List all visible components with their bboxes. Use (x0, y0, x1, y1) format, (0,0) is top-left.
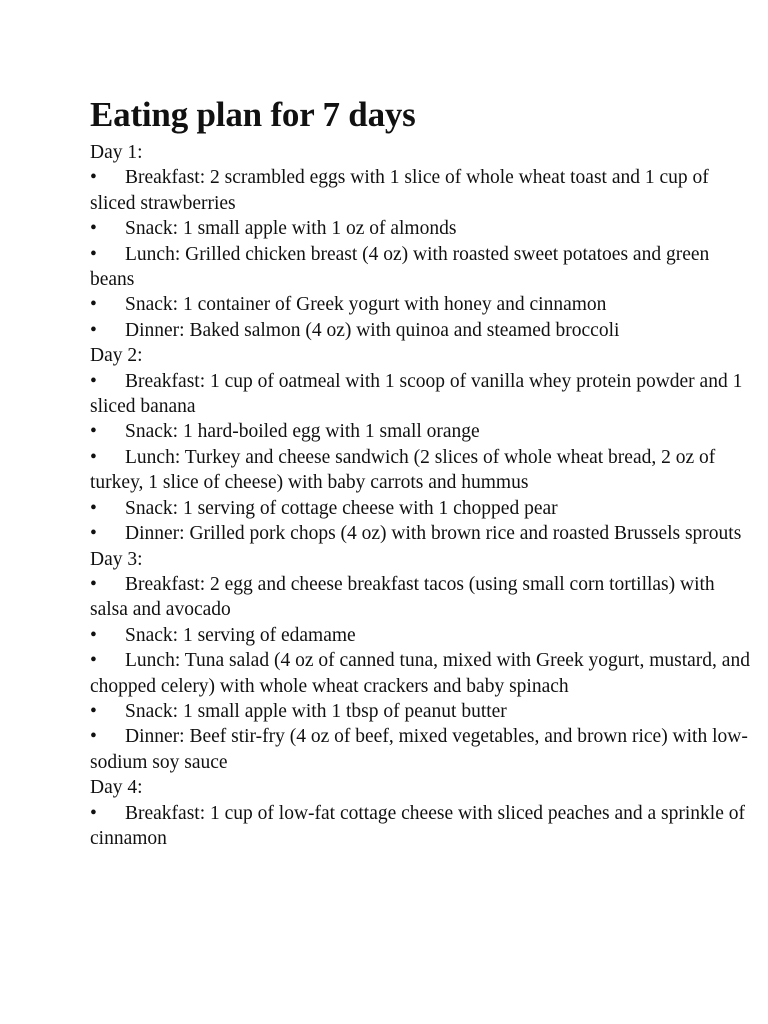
meal-text: Breakfast: 1 cup of low-fat cottage cheese with sliced peaches and a sprinkle of cinnamon (90, 802, 745, 849)
bullet-icon: • (90, 446, 97, 468)
list-item (90, 801, 750, 852)
bullet-icon: • (90, 523, 97, 545)
bullet-icon: • (90, 700, 97, 722)
meal-text: Dinner: Grilled pork chops (4 oz) with brown rice and roasted Brussels sprouts (125, 523, 742, 545)
day-3-label: Day 3: (90, 548, 143, 570)
list-item (90, 496, 750, 521)
day-2-label: Day 2: (90, 345, 143, 367)
meal-text: Dinner: Baked salmon (4 oz) with quinoa and steamed broccoli (125, 319, 620, 341)
list-item (90, 699, 750, 724)
meal-text: Breakfast: 2 egg and cheese breakfast tacos (using small corn tortillas) with salsa and avocado (90, 573, 715, 621)
bullet-icon: • (90, 218, 97, 240)
bullet-icon: • (90, 802, 97, 824)
meal-text: Snack: 1 small apple with 1 tbsp of peanut butter (125, 700, 507, 722)
bullet-icon: • (90, 243, 97, 265)
day-3-meal-list (90, 572, 750, 775)
meal-text: Snack: 1 small apple with 1 oz of almonds (125, 218, 457, 240)
list-item (90, 242, 750, 293)
list-item (90, 216, 750, 241)
meal-text: Snack: 1 container of Greek yogurt with honey and cinnamon (125, 294, 607, 316)
list-item (90, 623, 750, 648)
list-item (90, 292, 750, 317)
day-2-section (90, 343, 750, 546)
list-item (90, 165, 750, 216)
bullet-icon: • (90, 650, 97, 672)
list-item (90, 369, 750, 420)
bullet-icon: • (90, 370, 97, 392)
bullet-icon: • (90, 726, 97, 748)
day-4-section (90, 775, 750, 851)
list-item (90, 445, 750, 496)
list-item (90, 648, 750, 699)
meal-text: Snack: 1 serving of edamame (125, 624, 356, 646)
day-4-meal-list (90, 801, 750, 852)
meal-text: Breakfast: 1 cup of oatmeal with 1 scoop of vanilla whey protein powder and 1 sliced banana (90, 370, 743, 418)
meal-text: Snack: 1 serving of cottage cheese with 1 chopped pear (125, 497, 558, 519)
day-4-label: Day 4: (90, 777, 143, 799)
bullet-icon: • (90, 624, 97, 646)
meal-text: Breakfast: 2 scrambled eggs with 1 slice of whole wheat toast and 1 cup of sliced strawberries (90, 167, 709, 214)
list-item (90, 521, 750, 546)
document-page (90, 93, 750, 851)
list-item (90, 724, 750, 775)
bullet-icon: • (90, 167, 97, 189)
list-item (90, 318, 750, 343)
list-item (90, 572, 750, 623)
list-item (90, 419, 750, 444)
meal-text: Lunch: Grilled chicken breast (4 oz) with roasted sweet potatoes and green beans (90, 243, 710, 291)
day-1-section (90, 140, 750, 343)
bullet-icon: • (90, 421, 97, 443)
day-1-meal-list (90, 165, 750, 343)
meal-text: Dinner: Beef stir-fry (4 oz of beef, mixed vegetables, and brown rice) with low-sodium soy sauce (90, 726, 748, 773)
meal-text: Lunch: Turkey and cheese sandwich (2 slices of whole wheat bread, 2 oz of turkey, 1 slice of cheese) with baby carrots and hummus (90, 446, 716, 494)
day-2-meal-list (90, 369, 750, 547)
page-title: Eating plan for 7 days (90, 95, 416, 134)
bullet-icon: • (90, 497, 97, 519)
day-3-section (90, 547, 750, 776)
meal-text: Snack: 1 hard-boiled egg with 1 small orange (125, 421, 480, 443)
bullet-icon: • (90, 319, 97, 341)
bullet-icon: • (90, 573, 97, 595)
bullet-icon: • (90, 294, 97, 316)
day-1-label: Day 1: (90, 142, 143, 163)
meal-text: Lunch: Tuna salad (4 oz of canned tuna, mixed with Greek yogurt, mustard, and chopped celery) with whole wheat crackers and baby spinach (90, 650, 750, 697)
